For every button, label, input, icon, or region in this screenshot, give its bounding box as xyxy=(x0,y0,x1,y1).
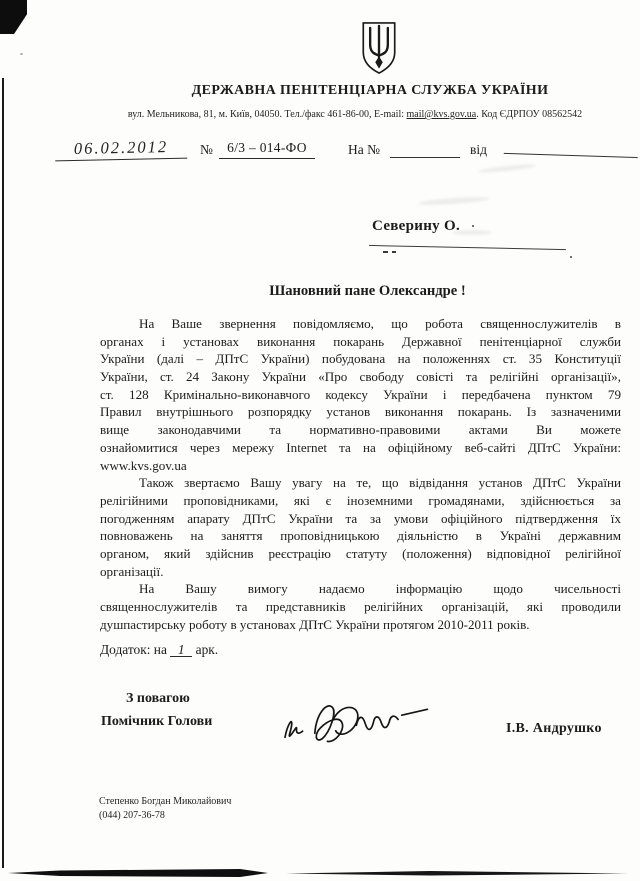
contact-email: mail@kvs.gov.ua xyxy=(406,109,477,120)
from-date-label: від xyxy=(470,142,487,157)
text-line: України, ст. 24 Закону України «Про свободу совісті та релігійні організації», xyxy=(100,369,621,385)
handwritten-date: 06.02.2012 xyxy=(55,137,187,162)
contact-address: вул. Мельникова, 81, м. Київ, 04050. Тел./факс 461-86-00, E-mail: xyxy=(127,109,407,120)
executor-block xyxy=(99,795,231,822)
text-line: організації. xyxy=(100,563,164,579)
signer-name: І.В. Андрушко xyxy=(506,721,602,736)
text-line: повноважень на заняття проповідницькою діяльністю в Україні державним xyxy=(100,528,621,544)
text-line: ст. 128 Кримінально-виконавчого кодексу України і передбачена пунктом 79 xyxy=(100,386,621,402)
recipient-name: Северину О. xyxy=(372,218,461,234)
text-line: На Вашу вимогу надаємо інформацію щодо чисельності xyxy=(139,581,621,597)
salutation: Шановний пане Олександре ! xyxy=(269,283,466,299)
attachment-prefix: Додаток: на xyxy=(100,642,167,657)
incoming-number-label: На № xyxy=(348,142,380,157)
paragraph-2 xyxy=(100,474,621,580)
recipient-underline xyxy=(369,245,566,251)
executor-name: Степенко Богдан Миколайович xyxy=(99,796,232,807)
scan-smudge xyxy=(478,163,536,174)
text-line: релігійними проповідниками, які є іноземними громадянами, здійснюється за xyxy=(100,492,621,508)
text-line: На Ваше звернення повідомляємо, що робота священнослужителів в xyxy=(139,316,621,331)
scan-smudge xyxy=(418,195,490,206)
text-line: погодженням апарату ДПтС України та за умови офіційного підтвердження їх xyxy=(100,510,621,526)
scan-speck xyxy=(570,256,572,258)
signer-position: Помічник Голови xyxy=(101,714,213,729)
text-line: ознайомитися через мережу Internet та на офіційному веб-сайті ДПтС України: xyxy=(100,439,621,455)
scan-speck xyxy=(20,53,23,55)
scan-dash-mark xyxy=(392,251,396,253)
incoming-number-blank xyxy=(390,140,460,158)
text-line: України (далі – ДПтС України) побудована на положеннях ст. 35 Конституції xyxy=(100,351,621,367)
text-line: Також звертаємо Вашу увагу на те, що відвідання установ ДПтС України xyxy=(139,475,621,491)
reference-row xyxy=(0,138,640,164)
text-line: душпастирську роботу в установах ДПтС України протягом 2010-2011 років. xyxy=(100,616,530,632)
outgoing-number: 6/3 – 014-ФО xyxy=(219,140,315,159)
scan-left-edge-line xyxy=(2,78,4,868)
attachment-line xyxy=(100,642,218,658)
paragraph-1 xyxy=(100,315,621,474)
text-line: вище законодавчими та нормативно-правовими актами Ви можете xyxy=(100,422,621,438)
text-line: органах і установах виконання покарань Державної пенітенціарної служби xyxy=(100,333,621,349)
from-date-blank xyxy=(504,136,638,158)
text-line: органом, який здійснив реєстрацію статуту (положення) відповідної релігійної xyxy=(100,545,621,561)
attachment-suffix: арк. xyxy=(195,642,219,657)
contact-code: . Код ЄДРПОУ 08562542 xyxy=(476,109,583,120)
scan-bottom-line xyxy=(0,866,640,880)
text-line: Правил внутрішнього розпорядку установ виконання покарань. Із зазначеними xyxy=(100,404,621,420)
letter-body xyxy=(100,315,621,633)
scan-corner-artifact xyxy=(0,0,27,34)
attachment-sheet-count: 1 xyxy=(170,643,192,657)
scan-dash-mark xyxy=(383,251,388,253)
closing-regards: З повагою xyxy=(126,691,190,706)
text-line: священнослужителів та представників релігійних організацій, які проводили xyxy=(100,599,621,614)
organization-contact-line xyxy=(70,109,640,120)
scan-speck xyxy=(472,225,474,227)
text-line: www.kvs.gov.ua xyxy=(100,457,187,473)
organization-name: ДЕРЖАВНА ПЕНІТЕНЦІАРНА СЛУЖБА УКРАЇНИ xyxy=(191,83,549,98)
executor-phone: (044) 207-36-78 xyxy=(99,809,165,821)
ukraine-trident-emblem-icon xyxy=(359,21,399,76)
handwritten-signature-icon xyxy=(276,694,446,746)
number-sign: № xyxy=(200,142,213,157)
paragraph-3 xyxy=(100,580,621,633)
